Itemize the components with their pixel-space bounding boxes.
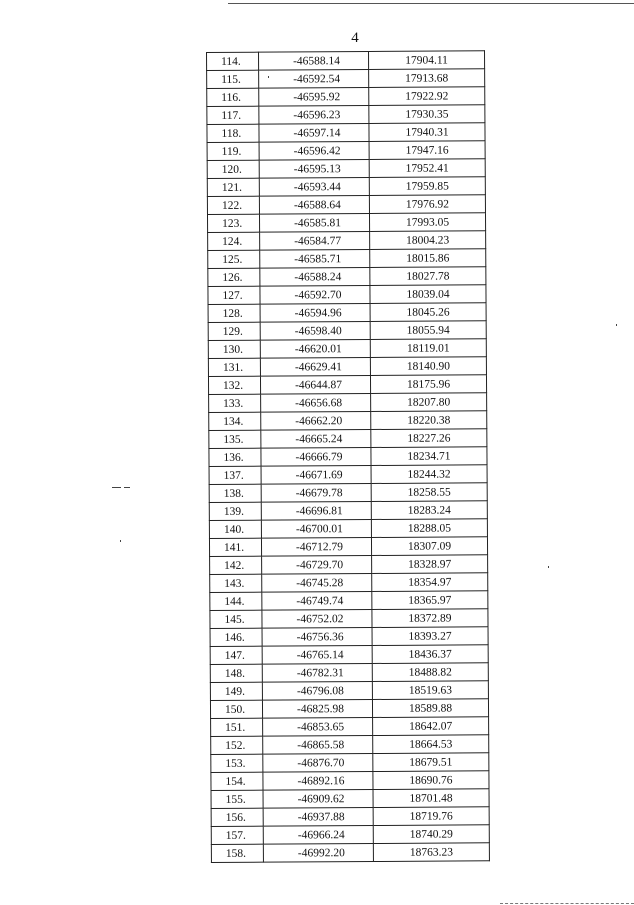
point-number-cell: 137. — [209, 466, 261, 484]
y-coordinate-cell: 17959.85 — [369, 177, 485, 196]
coordinates-table-body — [207, 51, 490, 863]
y-coordinate-cell: 17976.92 — [369, 195, 485, 214]
y-coordinate-cell: 18328.97 — [372, 555, 488, 574]
point-number-cell: 117. — [207, 106, 259, 124]
table-row — [210, 591, 488, 611]
x-coordinate-cell: -46825.98 — [262, 699, 372, 718]
x-coordinate-cell: -46594.96 — [260, 304, 370, 323]
y-coordinate-cell: 18227.26 — [371, 429, 487, 448]
scan-speck — [548, 566, 549, 568]
table-row — [210, 555, 488, 575]
y-coordinate-cell: 18207.80 — [371, 393, 487, 412]
y-coordinate-cell: 18027.78 — [370, 267, 486, 286]
table-row — [211, 753, 489, 773]
y-coordinate-cell: 18119.01 — [370, 339, 486, 358]
y-coordinate-cell: 18701.48 — [373, 789, 489, 808]
y-coordinate-cell: 18045.26 — [370, 303, 486, 322]
y-coordinate-cell: 18175.96 — [370, 375, 486, 394]
y-coordinate-cell: 18642.07 — [373, 717, 489, 736]
point-number-cell: 143. — [210, 574, 262, 592]
point-number-cell: 115. — [207, 70, 259, 88]
table-row — [207, 159, 485, 179]
point-number-cell: 141. — [209, 538, 261, 556]
x-coordinate-cell: -46596.23 — [259, 106, 369, 125]
table-row — [209, 483, 487, 503]
point-number-cell: 140. — [209, 520, 261, 538]
y-coordinate-cell: 18664.53 — [373, 735, 489, 754]
y-coordinate-cell: 18372.89 — [372, 609, 488, 628]
table-row — [209, 411, 487, 431]
table-row — [210, 663, 488, 683]
y-coordinate-cell: 18589.88 — [372, 699, 488, 718]
x-coordinate-cell: -46865.58 — [263, 735, 373, 754]
y-coordinate-cell: 18288.05 — [371, 519, 487, 538]
point-number-cell: 139. — [209, 502, 261, 520]
table-row — [210, 645, 488, 665]
point-number-cell: 131. — [208, 358, 260, 376]
point-number-cell: 148. — [210, 664, 262, 682]
table-row — [207, 51, 485, 71]
y-coordinate-cell: 18307.09 — [371, 537, 487, 556]
bottom-rule — [500, 903, 634, 904]
table-row — [208, 249, 486, 269]
table-row — [207, 141, 485, 161]
y-coordinate-cell: 18283.24 — [371, 501, 487, 520]
point-number-cell: 121. — [207, 178, 259, 196]
y-coordinate-cell: 17947.16 — [369, 141, 485, 160]
x-coordinate-cell: -46644.87 — [260, 376, 370, 395]
table-row — [209, 429, 487, 449]
x-coordinate-cell: -46745.28 — [262, 573, 372, 592]
x-coordinate-cell: -46662.20 — [261, 412, 371, 431]
x-coordinate-cell: -46595.13 — [259, 160, 369, 179]
y-coordinate-cell: 18004.23 — [370, 231, 486, 250]
point-number-cell: 126. — [208, 268, 260, 286]
y-coordinate-cell: 18365.97 — [372, 591, 488, 610]
x-coordinate-cell: -46782.31 — [262, 663, 372, 682]
y-coordinate-cell: 17922.92 — [369, 87, 485, 106]
point-number-cell: 136. — [209, 448, 261, 466]
y-coordinate-cell: 18690.76 — [373, 771, 489, 790]
point-number-cell: 146. — [210, 628, 262, 646]
y-coordinate-cell: 18140.90 — [370, 357, 486, 376]
table-row — [209, 501, 487, 521]
y-coordinate-cell: 18719.76 — [373, 807, 489, 826]
y-coordinate-cell: 18519.63 — [372, 681, 488, 700]
x-coordinate-cell: -46937.88 — [263, 807, 373, 826]
x-coordinate-cell: -46853.65 — [263, 717, 373, 736]
point-number-cell: 125. — [208, 250, 260, 268]
point-number-cell: 149. — [210, 682, 262, 700]
table-row — [211, 717, 489, 737]
x-coordinate-cell: -46585.71 — [260, 250, 370, 269]
y-coordinate-cell: 18055.94 — [370, 321, 486, 340]
point-number-cell: 151. — [211, 718, 263, 736]
point-number-cell: 135. — [209, 430, 261, 448]
x-coordinate-cell: -46596.42 — [259, 142, 369, 161]
point-number-cell: 128. — [208, 304, 260, 322]
y-coordinate-cell: 18258.55 — [371, 483, 487, 502]
point-number-cell: 156. — [211, 808, 263, 826]
y-coordinate-cell: 17952.41 — [369, 159, 485, 178]
table-row — [209, 537, 487, 557]
x-coordinate-cell: -46620.01 — [260, 340, 370, 359]
table-row — [211, 807, 489, 827]
point-number-cell: 123. — [207, 214, 259, 232]
point-number-cell: 133. — [209, 394, 261, 412]
x-coordinate-cell: -46909.62 — [263, 789, 373, 808]
y-coordinate-cell: 18393.27 — [372, 627, 488, 646]
x-coordinate-cell: -46592.70 — [260, 286, 370, 305]
x-coordinate-cell: -46656.68 — [261, 394, 371, 413]
x-coordinate-cell: -46588.24 — [260, 268, 370, 287]
table-row — [208, 231, 486, 251]
point-number-cell: 150. — [210, 700, 262, 718]
point-number-cell: 147. — [210, 646, 262, 664]
y-coordinate-cell: 18244.32 — [371, 465, 487, 484]
x-coordinate-cell: -46588.14 — [259, 52, 369, 71]
point-number-cell: 153. — [211, 754, 263, 772]
y-coordinate-cell: 18220.38 — [371, 411, 487, 430]
table-row — [207, 177, 485, 197]
point-number-cell: 154. — [211, 772, 263, 790]
y-coordinate-cell: 18488.82 — [372, 663, 488, 682]
table-row — [207, 105, 485, 125]
table-row — [208, 303, 486, 323]
scan-speck — [124, 487, 130, 488]
x-coordinate-cell: -46592.54 — [259, 70, 369, 89]
y-coordinate-cell: 18039.04 — [370, 285, 486, 304]
point-number-cell: 119. — [207, 142, 259, 160]
x-coordinate-cell: -46966.24 — [263, 825, 373, 844]
table-row — [210, 573, 488, 593]
x-coordinate-cell: -46679.78 — [261, 483, 371, 502]
point-number-cell: 120. — [207, 160, 259, 178]
y-coordinate-cell: 17940.31 — [369, 123, 485, 142]
point-number-cell: 114. — [207, 52, 259, 70]
scan-speck — [120, 540, 121, 542]
x-coordinate-cell: -46629.41 — [260, 358, 370, 377]
y-coordinate-cell: 18015.86 — [370, 249, 486, 268]
table-row — [209, 447, 487, 467]
point-number-cell: 129. — [208, 322, 260, 340]
x-coordinate-cell: -46671.69 — [261, 465, 371, 484]
scan-speck — [268, 76, 269, 78]
point-number-cell: 130. — [208, 340, 260, 358]
table-row — [211, 843, 489, 863]
y-coordinate-cell: 17913.68 — [369, 69, 485, 88]
x-coordinate-cell: -46729.70 — [262, 555, 372, 574]
table-row — [208, 321, 486, 341]
table-row — [209, 393, 487, 413]
x-coordinate-cell: -46765.14 — [262, 645, 372, 664]
x-coordinate-cell: -46665.24 — [261, 430, 371, 449]
x-coordinate-cell: -46595.92 — [259, 88, 369, 107]
table-row — [211, 735, 489, 755]
table-row — [208, 375, 486, 395]
y-coordinate-cell: 17993.05 — [369, 213, 485, 232]
point-number-cell: 157. — [211, 826, 263, 844]
top-rule — [228, 3, 634, 4]
table-row — [210, 681, 488, 701]
table-row — [211, 825, 489, 845]
page-number: 4 — [351, 30, 359, 46]
y-coordinate-cell: 18354.97 — [372, 573, 488, 592]
y-coordinate-cell: 18679.51 — [373, 753, 489, 772]
table-row — [209, 519, 487, 539]
table-row — [211, 771, 489, 791]
table-row — [207, 195, 485, 215]
point-number-cell: 122. — [207, 196, 259, 214]
x-coordinate-cell: -46593.44 — [259, 178, 369, 197]
y-coordinate-cell: 18740.29 — [373, 825, 489, 844]
x-coordinate-cell: -46876.70 — [263, 753, 373, 772]
point-number-cell: 158. — [211, 844, 263, 862]
x-coordinate-cell: -46749.74 — [262, 591, 372, 610]
table-row — [210, 627, 488, 647]
y-coordinate-cell: 18763.23 — [373, 843, 489, 862]
table-row — [207, 87, 485, 107]
y-coordinate-cell: 18234.71 — [371, 447, 487, 466]
x-coordinate-cell: -46712.79 — [261, 537, 371, 556]
x-coordinate-cell: -46700.01 — [261, 519, 371, 538]
y-coordinate-cell: 17904.11 — [369, 51, 485, 70]
table-row — [208, 357, 486, 377]
scan-speck — [112, 487, 121, 488]
point-number-cell: 142. — [210, 556, 262, 574]
x-coordinate-cell: -46585.81 — [259, 214, 369, 233]
table-row — [210, 699, 488, 719]
point-number-cell: 144. — [210, 592, 262, 610]
x-coordinate-cell: -46992.20 — [263, 843, 373, 862]
scan-speck — [616, 324, 617, 326]
x-coordinate-cell: -46666.79 — [261, 447, 371, 466]
x-coordinate-cell: -46756.36 — [262, 627, 372, 646]
table-row — [207, 123, 485, 143]
table-row — [207, 213, 485, 233]
point-number-cell: 138. — [209, 484, 261, 502]
table-row — [210, 609, 488, 629]
point-number-cell: 127. — [208, 286, 260, 304]
point-number-cell: 118. — [207, 124, 259, 142]
x-coordinate-cell: -46696.81 — [261, 501, 371, 520]
table-row — [208, 267, 486, 287]
table-row — [208, 285, 486, 305]
point-number-cell: 134. — [209, 412, 261, 430]
point-number-cell: 145. — [210, 610, 262, 628]
x-coordinate-cell: -46892.16 — [263, 771, 373, 790]
x-coordinate-cell: -46796.08 — [262, 681, 372, 700]
coordinates-table — [206, 50, 490, 863]
table-row — [211, 789, 489, 809]
point-number-cell: 152. — [211, 736, 263, 754]
x-coordinate-cell: -46597.14 — [259, 124, 369, 143]
table-row — [209, 465, 487, 485]
table-row — [208, 339, 486, 359]
point-number-cell: 124. — [208, 232, 260, 250]
y-coordinate-cell: 18436.37 — [372, 645, 488, 664]
point-number-cell: 155. — [211, 790, 263, 808]
point-number-cell: 116. — [207, 88, 259, 106]
y-coordinate-cell: 17930.35 — [369, 105, 485, 124]
x-coordinate-cell: -46752.02 — [262, 609, 372, 628]
table-row — [207, 69, 485, 89]
point-number-cell: 132. — [208, 376, 260, 394]
x-coordinate-cell: -46598.40 — [260, 322, 370, 341]
x-coordinate-cell: -46584.77 — [260, 232, 370, 251]
x-coordinate-cell: -46588.64 — [259, 196, 369, 215]
